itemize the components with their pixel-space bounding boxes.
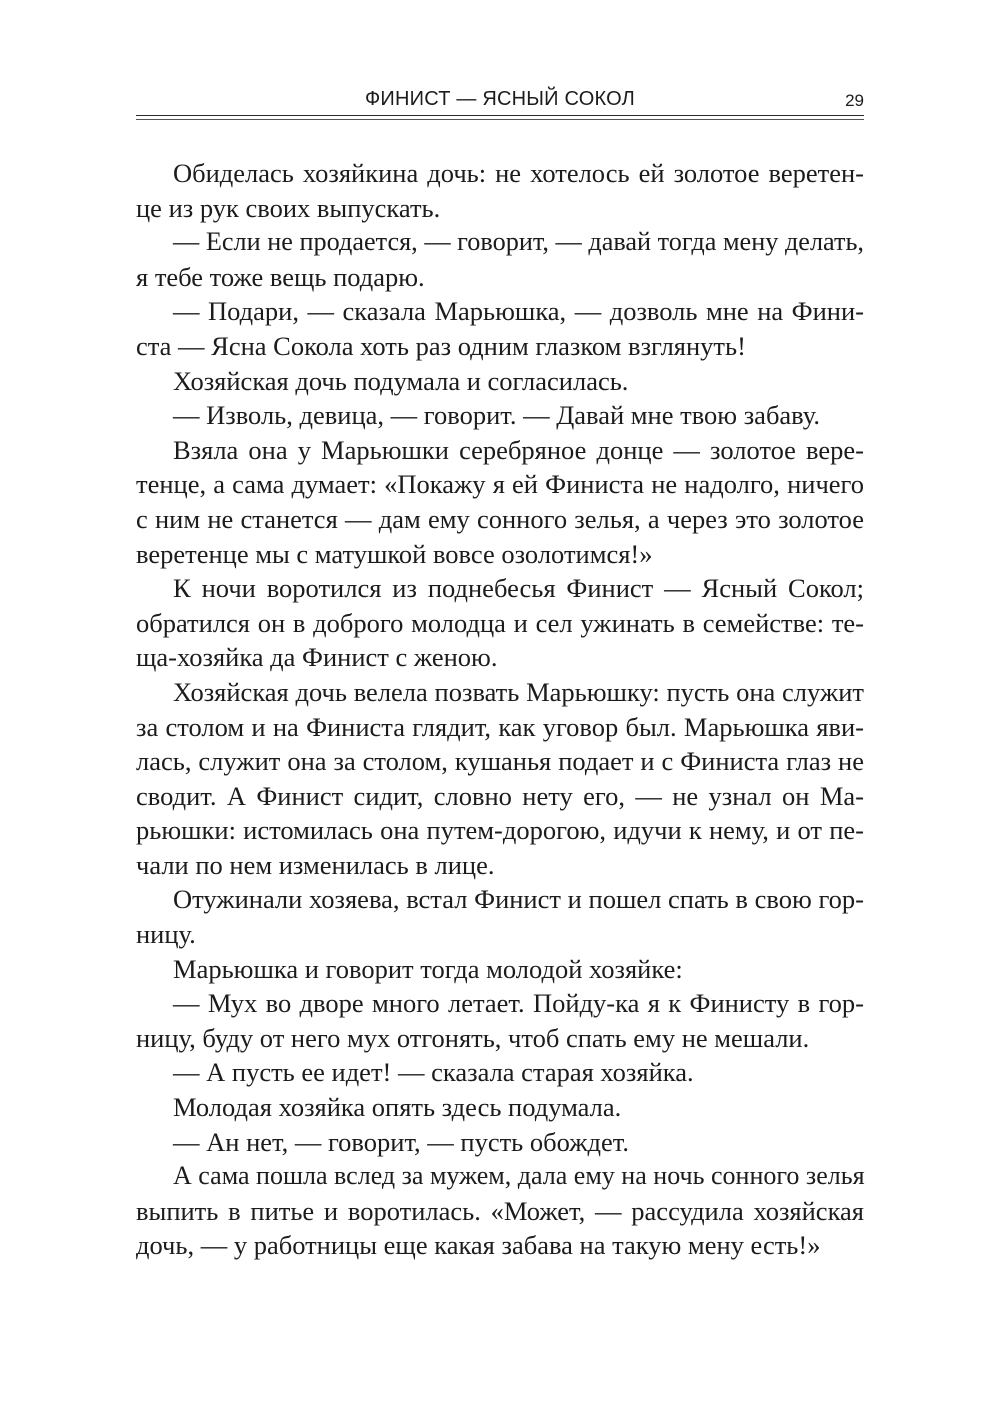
text-line: — Если не продается, — говорит, — давай тогда мену делать, <box>173 227 864 257</box>
text-line: я тебе тоже вещь подарю. <box>136 261 425 292</box>
text-line: Хозяйская дочь велела позвать Марьюшку: пусть она служит <box>173 676 864 707</box>
text-line: веретенце мы с матушкой вовсе озолотимся!» <box>136 538 653 569</box>
text-line: дочь, — у работницы еще какая забава на такую мену есть!» <box>136 1230 821 1261</box>
text-line: — А пусть ее идет! — сказала старая хозяйка. <box>173 1057 694 1088</box>
header-rule-thin <box>136 119 864 120</box>
text-line: — Изволь, девица, — говорит. — Давай мне твою забаву. <box>173 400 821 431</box>
text-line: Молодая хозяйка опять здесь подумала. <box>173 1092 622 1123</box>
text-line: обратился он в доброго молодца и сел ужинать в семействе: те- <box>136 607 864 638</box>
text-line: тенце, а сама думает: «Покажу я ей Финиста не надолго, ничего <box>136 469 864 500</box>
text-line: — Ан нет, — говорит, — пусть обождет. <box>173 1126 629 1157</box>
body-text <box>136 156 864 1263</box>
text-line: чали по нем изменилась в лице. <box>136 849 495 880</box>
text-line: Обиделась хозяйкина дочь: не хотелось ей золотое веретен- <box>173 158 864 188</box>
text-line: сводит. А Финист сидит, словно нету его, — не узнал он Ма- <box>136 780 864 811</box>
text-line: за столом и на Финиста глядит, как уговор был. Марьюшка яви- <box>136 711 864 742</box>
text-line: с ним не станется — дам ему сонного зелья, а через это золотое <box>136 503 864 534</box>
text-line: К ночи воротился из поднебесья Финист — Ясный Сокол; <box>173 573 864 604</box>
text-line: Взяла она у Марьюшки серебряное донце — золотое вере- <box>173 434 864 465</box>
text-line: лась, служит она за столом, кушанья подает и с Финиста глаз не <box>136 746 864 777</box>
text-line: А сама пошла вслед за мужем, дала ему на ночь сонного зелья <box>173 1161 865 1191</box>
text-line: Отужинали хозяева, встал Финист и пошел спать в свою гор- <box>173 884 864 915</box>
text-line: ста — Ясна Сокола хоть раз одним глазком взглянуть! <box>136 330 746 361</box>
text-line: це из рук своих выпускать. <box>136 192 441 223</box>
text-line: ницу, буду от него мух отгонять, чтоб спать ему не мешали. <box>136 1022 810 1053</box>
text-line: ща-хозяйка да Финист с женою. <box>136 642 498 673</box>
text-line: выпить в питье и воротилась. «Может, — рассудила хозяйская <box>136 1195 864 1226</box>
running-title: ФИНИСТ — ЯСНЫЙ СОКОЛ <box>365 88 635 110</box>
header-rule-thick <box>136 115 864 116</box>
text-line: — Подари, — сказала Марьюшка, — дозволь мне на Фини- <box>173 296 864 327</box>
text-line: Марьюшка и говорит тогда молодой хозяйке: <box>173 953 683 984</box>
text-line: Хозяйская дочь подумала и согласилась. <box>173 365 629 396</box>
text-line: ницу. <box>136 919 196 950</box>
text-line: — Мух во дворе много летает. Пойду-ка я к Финисту в гор- <box>173 988 864 1019</box>
running-header <box>136 84 864 118</box>
page-number: 29 <box>845 91 864 110</box>
text-line: рьюшки: истомилась она путем-дорогою, идучи к нему, и от пе- <box>136 815 864 846</box>
